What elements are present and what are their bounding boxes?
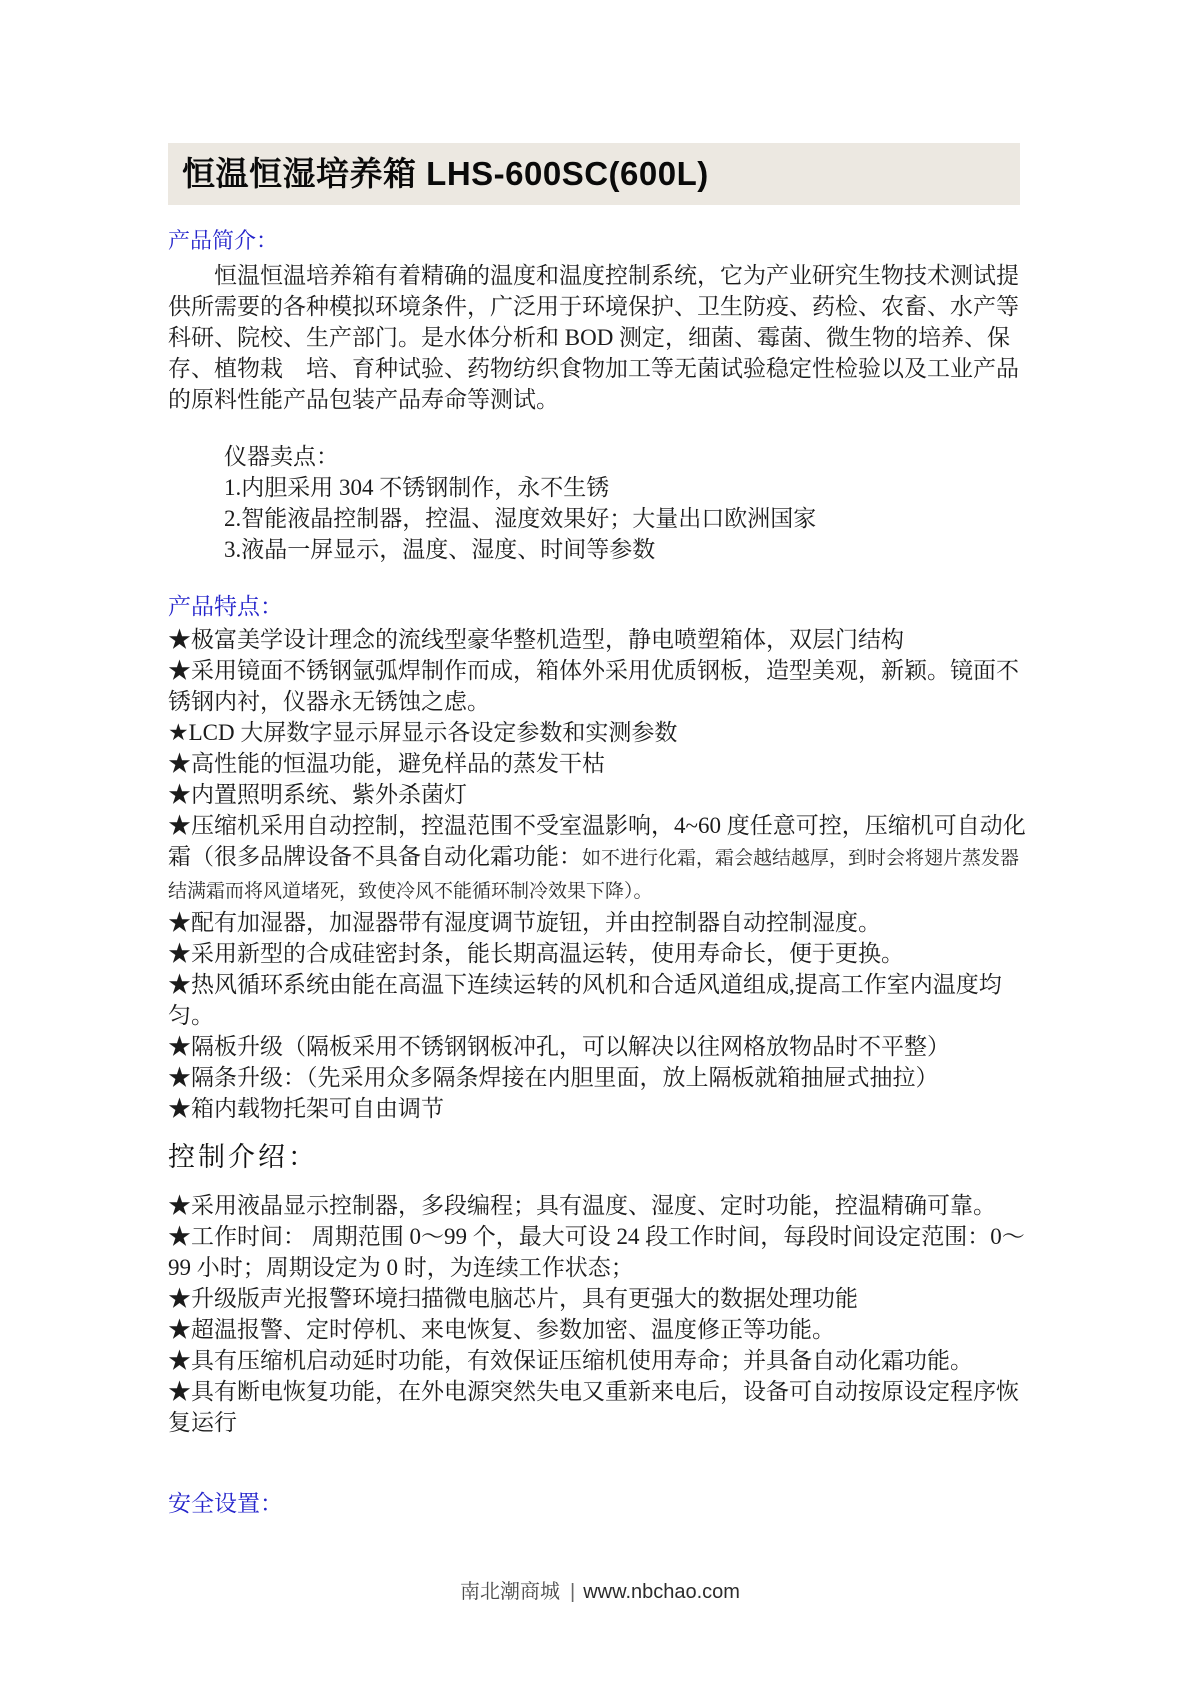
selling-points-heading: 仪器卖点：: [224, 444, 339, 469]
selling-points-section: [168, 441, 1036, 565]
footer-site-url[interactable]: www.nbchao.com: [583, 1581, 740, 1603]
document-content: [168, 0, 1036, 1518]
page-title: 恒温恒湿培养箱 LHS-600SC(600L): [182, 155, 709, 192]
feature-item: ★采用新型的合成硅密封条，能长期高温运转，使用寿命长，便于更换。: [168, 941, 904, 966]
control-item: ★升级版声光报警环境扫描微电脑芯片，具有更强大的数据处理功能: [168, 1286, 858, 1311]
feature-item: ★高性能的恒温功能，避免样品的蒸发干枯: [168, 751, 605, 776]
selling-point-item: 1.内胆采用 304 不锈钢制作，永不生锈: [224, 475, 610, 500]
feature-item: ★压缩机采用自动控制，控温范围不受室温影响，4~60 度任意可控，压缩机可自动化霜（很多品牌设备不具备自动化霜功能：如不进行化霜，霜会越结越厚，到时会将翅片蒸发器结满霜而将风道堵死，致使冷风不能循环制冷效果下降）。: [168, 813, 1026, 902]
feature-item: ★箱内载物托架可自由调节: [168, 1096, 444, 1121]
feature-item: ★配有加湿器，加湿器带有湿度调节旋钮，并由控制器自动控制湿度。: [168, 910, 881, 935]
feature-item: ★内置照明系统、紫外杀菌灯: [168, 782, 467, 807]
controls-list: [168, 1190, 1036, 1438]
footer-site-name: 南北潮商城: [460, 1581, 561, 1603]
intro-section-heading: 产品简介：: [168, 228, 279, 253]
page-title-bar: [168, 143, 1020, 205]
selling-point-item: 3.液晶一屏显示，温度、湿度、时间等参数: [224, 537, 656, 562]
feature-item: ★极富美学设计理念的流线型豪华整机造型，静电喷塑箱体，双层门结构: [168, 627, 904, 652]
control-item: ★超温报警、定时停机、来电恢复、参数加密、温度修正等功能。: [168, 1317, 835, 1342]
control-item: ★具有压缩机启动延时功能，有效保证压缩机使用寿命；并具备自动化霜功能。: [168, 1348, 973, 1373]
safety-section-heading: 安全设置：: [168, 1491, 283, 1516]
features-section-heading: 产品特点：: [168, 594, 283, 619]
feature-item: ★采用镜面不锈钢氩弧焊制作而成，箱体外采用优质钢板，造型美观，新颖。镜面不锈钢内衬，仪器永无锈蚀之虑。: [168, 658, 1019, 714]
control-item: ★具有断电恢复功能，在外电源突然失电又重新来电后，设备可自动按原设定程序恢复运行: [168, 1379, 1019, 1435]
selling-point-item: 2.智能液晶控制器，控温、湿度效果好；大量出口欧洲国家: [224, 506, 817, 531]
features-list: [168, 624, 1036, 1124]
feature-item: ★LCD 大屏数字显示屏显示各设定参数和实测参数: [168, 720, 678, 745]
controls-section-heading: 控制介绍：: [168, 1142, 318, 1172]
feature-item: ★隔条升级：（先采用众多隔条焊接在内胆里面，放上隔板就箱抽屉式抽拉）: [168, 1065, 939, 1090]
feature-item: ★隔板升级（隔板采用不锈钢钢板冲孔，可以解决以往网格放物品时不平整）: [168, 1034, 950, 1059]
feature-item: ★热风循环系统由能在高温下连续运转的风机和合适风道组成,提高工作室内温度均匀。: [168, 972, 1002, 1028]
control-item: ★采用液晶显示控制器，多段编程；具有温度、湿度、定时功能，控温精确可靠。: [168, 1193, 996, 1218]
page-footer: [0, 1575, 1200, 1604]
control-item: ★工作时间： 周期范围 0～99 个，最大可设 24 段工作时间，每段时间设定范围：0～99 小时；周期设定为 0 时，为连续工作状态；: [168, 1224, 1025, 1280]
footer-separator: |: [570, 1581, 576, 1603]
intro-paragraph: 恒温恒温培养箱有着精确的温度和温度控制系统，它为产业研究生物技术测试提供所需要的各种模拟环境条件，广泛用于环境保护、卫生防疫、药检、农畜、水产等科研、院校、生产部门。是水体分析和 BOD 测定，细菌、霉菌、微生物的培养、保存、植物栽 培、育种试验、药物纺织食物加工等无菌试验稳定性检验以及工业产品的原料性能产品包装产品寿命等测试。: [168, 263, 1019, 412]
feature-item-note: 如不进行化霜，霜会越结越厚，到时会将翅片蒸发器结满霜而将风道堵死，致使冷风不能循环制冷效果下降）。: [168, 848, 1020, 902]
